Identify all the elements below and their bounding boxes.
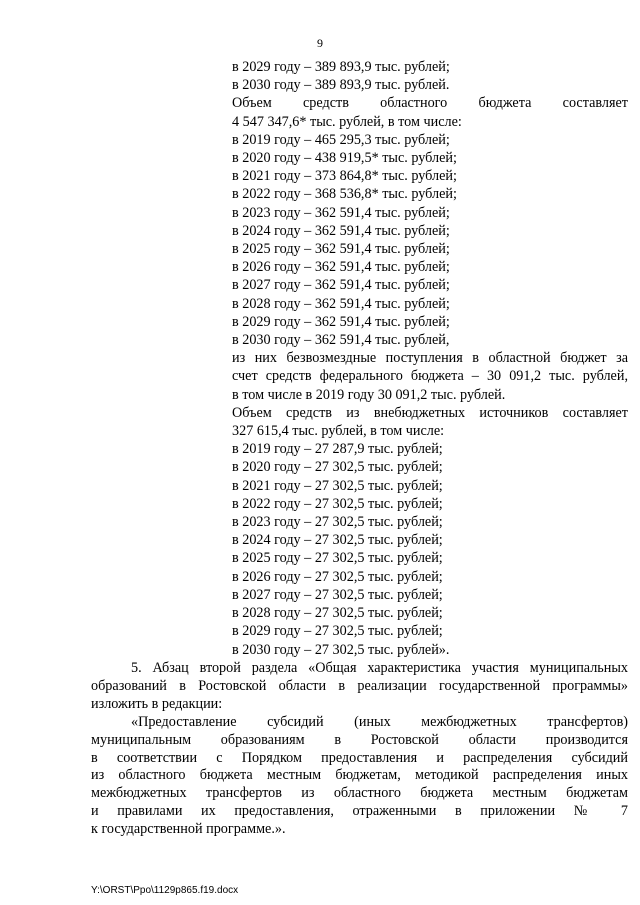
year-line: в 2029 году – 362 591,4 тыс. рублей; [232,313,450,330]
text-line: образований в Ростовской области в реализации государственной программы» [91,677,628,694]
text-line: Объем средств областного бюджета составляет [232,95,628,112]
year-line: в 2025 году – 27 302,5 тыс. рублей; [232,550,443,567]
year-line: в 2019 году – 465 295,3 тыс. рублей; [232,131,450,148]
year-line: в 2021 году – 27 302,5 тыс. рублей; [232,477,443,494]
year-line: в 2028 году – 362 591,4 тыс. рублей; [232,295,450,312]
text-line: в 2029 году – 389 893,9 тыс. рублей; [232,59,450,75]
year-line: в 2024 году – 362 591,4 тыс. рублей; [232,222,450,239]
quote-line: к государственной программе.». [91,821,286,838]
text-line: 5. Абзац второй раздела «Общая характеристика участия муниципальных [131,660,628,676]
regional-budget-block [232,58,628,659]
text-line: 4 547 347,6* тыс. рублей, в том числе: [232,113,462,130]
year-line: в 2029 году – 27 302,5 тыс. рублей; [232,623,443,640]
quote-line: муниципальным образованиям в Ростовской области производится [91,731,628,748]
year-line: в 2027 году – 362 591,4 тыс. рублей; [232,277,450,294]
year-line: в 2030 году – 362 591,4 тыс. рублей, [232,332,450,349]
year-line: в 2027 году – 27 302,5 тыс. рублей; [232,586,443,603]
year-line: в 2030 году – 27 302,5 тыс. рублей». [232,641,450,658]
section-5-paragraph [91,660,628,839]
quote-line: межбюджетных трансфертов из областного бюджета местным бюджетам [91,785,628,802]
file-path-footer: Y:\ORST\Ppo\1129p865.f19.docx [91,885,239,896]
text-line: в 2030 году – 389 893,9 тыс. рублей. [232,77,450,94]
text-line: счет средств федерального бюджета – 30 091,2 тыс. рублей, [232,368,628,385]
year-line: в 2021 году – 373 864,8* тыс. рублей; [232,168,457,185]
year-line: в 2023 году – 362 591,4 тыс. рублей; [232,204,450,221]
year-line: в 2026 году – 27 302,5 тыс. рублей; [232,568,443,585]
year-line: в 2022 году – 27 302,5 тыс. рублей; [232,495,443,512]
text-line: в том числе в 2019 году 30 091,2 тыс. рублей. [232,386,506,403]
text-line: из них безвозмездные поступления в областной бюджет за [232,350,628,367]
quote-line: и правилами их предоставления, отраженными в приложении № 7 [91,803,628,820]
text-line: Объем средств из внебюджетных источников составляет [232,404,628,421]
year-line: в 2024 году – 27 302,5 тыс. рублей; [232,532,443,549]
quote-line: в соответствии с Порядком предоставления и распределения субсидий [91,749,628,766]
page-number: 9 [317,36,323,50]
year-line: в 2026 году – 362 591,4 тыс. рублей; [232,259,450,276]
year-line: в 2025 году – 362 591,4 тыс. рублей; [232,241,450,258]
year-line: в 2023 году – 27 302,5 тыс. рублей; [232,514,443,531]
year-line: в 2019 году – 27 287,9 тыс. рублей; [232,441,443,458]
text-line: изложить в редакции: [91,695,223,712]
year-line: в 2028 году – 27 302,5 тыс. рублей; [232,605,443,622]
year-line: в 2022 году – 368 536,8* тыс. рублей; [232,186,457,203]
quote-line: «Предоставление субсидий (иных межбюджетных трансфертов) [131,713,628,730]
text-line: 327 615,4 тыс. рублей, в том числе: [232,423,445,440]
year-line: в 2020 году – 438 919,5* тыс. рублей; [232,150,457,167]
year-line: в 2020 году – 27 302,5 тыс. рублей; [232,459,443,476]
quote-line: из областного бюджета местным бюджетам, методикой распределения иных [91,767,628,784]
